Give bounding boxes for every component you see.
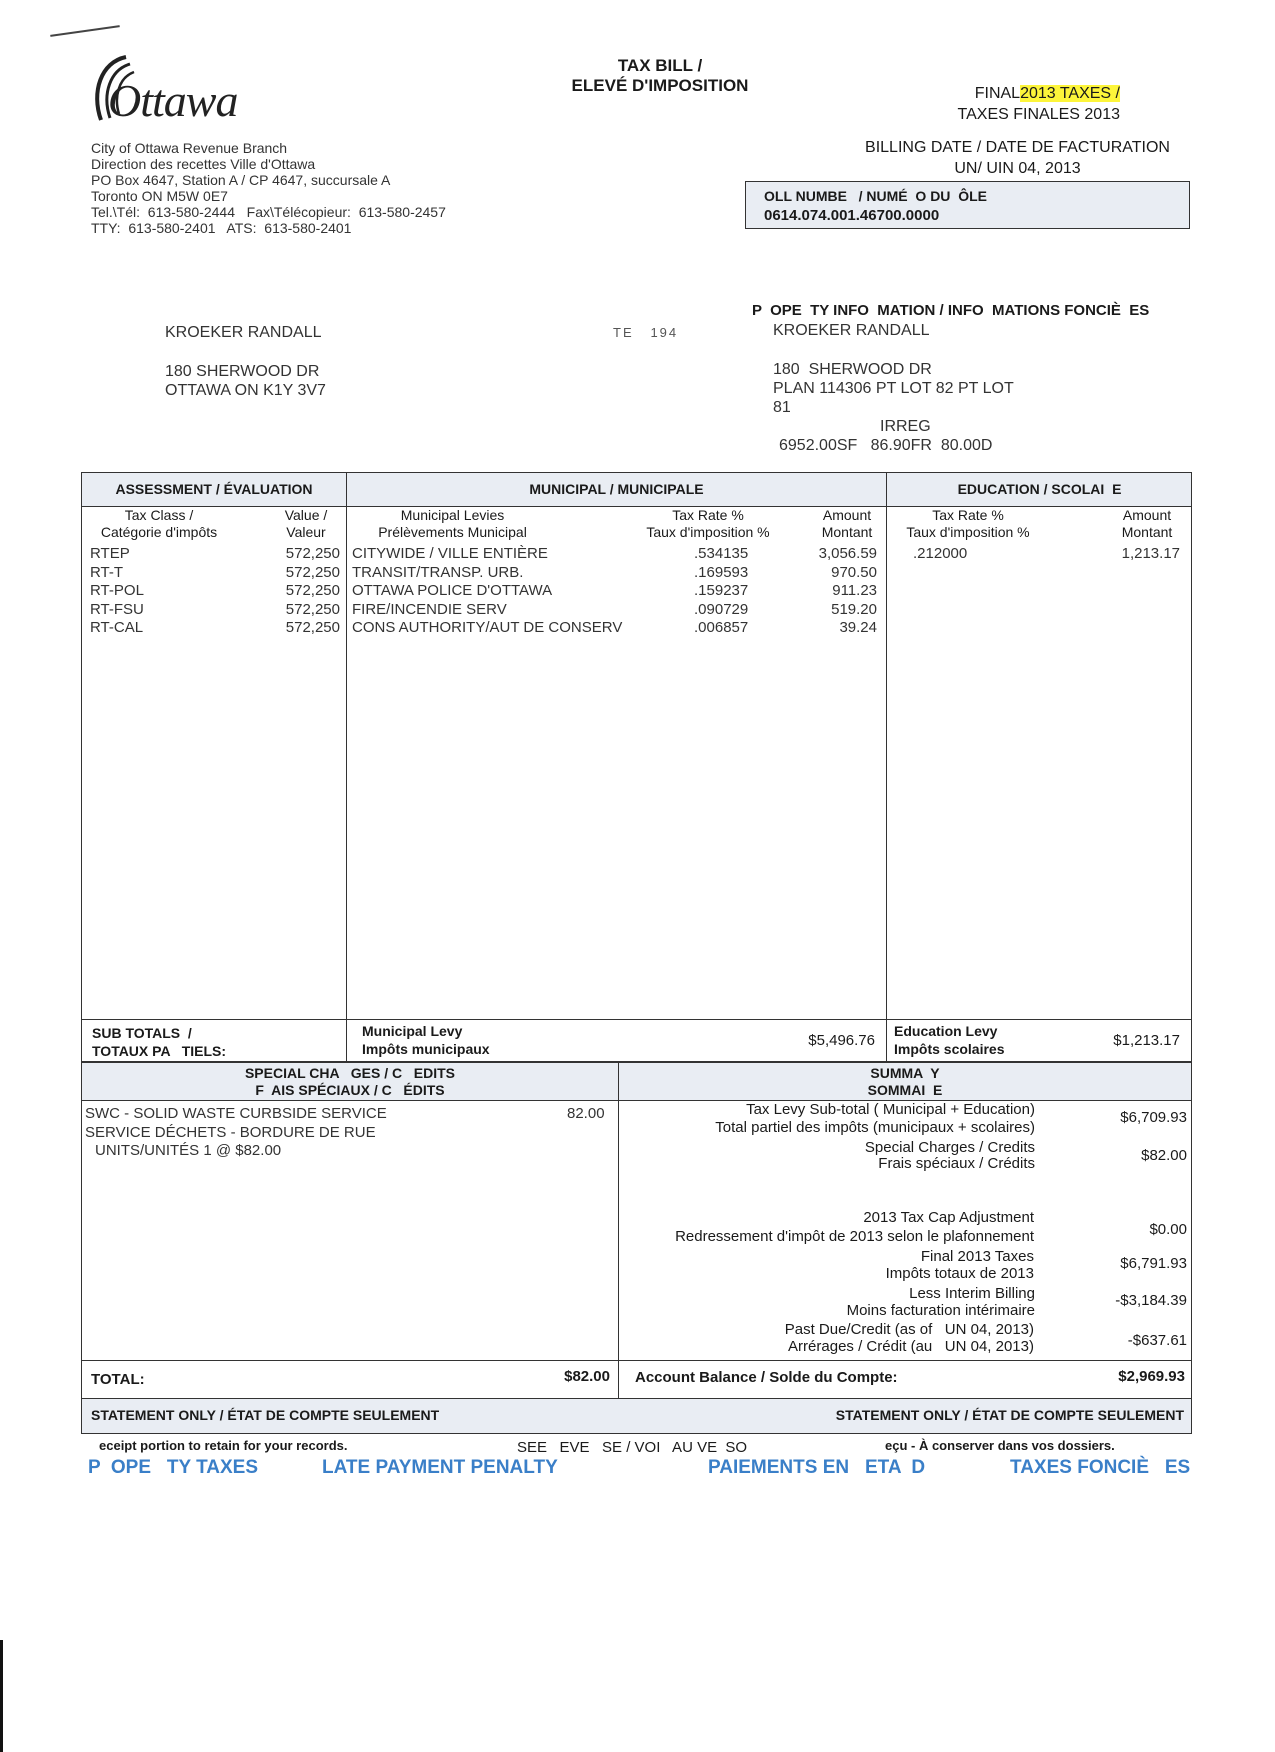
levy-name: FIRE/INCENDIE SERV bbox=[352, 600, 507, 618]
levy-amount: 911.23 bbox=[832, 582, 877, 599]
special-charge-desc: SWC - SOLID WASTE CURBSIDE SERVICE bbox=[85, 1105, 387, 1122]
table-row bbox=[352, 545, 877, 564]
summary-amount: $82.00 bbox=[1141, 1147, 1187, 1164]
summary-item bbox=[620, 1248, 1187, 1284]
column-divider bbox=[346, 472, 347, 1062]
final-highlight: 2013 TAXES / bbox=[1020, 85, 1120, 102]
subtotal-divider bbox=[81, 1019, 1192, 1020]
final-taxes-fr: TAXES FINALES 2013 bbox=[957, 106, 1120, 123]
tax-class: RT-POL bbox=[90, 582, 144, 599]
col-edu-amount-en: Amount bbox=[1122, 507, 1172, 523]
special-charges-header-en: SPECIAL CHA GES / C EDITS bbox=[244, 1065, 456, 1081]
col-muni-rate bbox=[633, 507, 783, 541]
property-legal-2: 81 bbox=[773, 399, 791, 416]
levy-rate: .534135 bbox=[694, 545, 749, 562]
footer-taxes-foncieres: TAXES FONCIÈ ES bbox=[1010, 1457, 1191, 1478]
column-divider bbox=[886, 472, 887, 1062]
col-edu-amount bbox=[1112, 507, 1182, 541]
table-row bbox=[90, 582, 340, 601]
col-edu-rate bbox=[893, 507, 1043, 541]
subtotal-label bbox=[92, 1024, 226, 1060]
summary-label-en: 2013 Tax Cap Adjustment bbox=[863, 1209, 1034, 1226]
education-row bbox=[893, 545, 1180, 564]
col-value-fr: Valeur bbox=[286, 524, 326, 540]
property-shape: IRREG bbox=[880, 418, 931, 435]
summary-item bbox=[620, 1139, 1187, 1177]
tax-value: 572,250 bbox=[285, 563, 340, 581]
municipal-subtotal-en: Municipal Levy bbox=[362, 1023, 463, 1039]
table-row bbox=[352, 564, 877, 583]
summary-label-fr: Moins facturation intérimaire bbox=[846, 1302, 1035, 1319]
col-tax-class-fr: Catégorie d'impôts bbox=[100, 524, 218, 540]
final-prefix: FINAL bbox=[974, 85, 1021, 102]
col-muni-rate-en: Tax Rate % bbox=[672, 507, 744, 523]
summary-label-fr: Arrérages / Crédit (au UN 04, 2013) bbox=[788, 1338, 1034, 1355]
property-address: 180 SHERWOOD DR bbox=[773, 361, 932, 378]
table-row bbox=[90, 564, 340, 583]
municipal-subtotal-fr: Impôts municipaux bbox=[362, 1041, 490, 1057]
col-levies bbox=[355, 507, 550, 541]
retain-note-fr: eçu - À conserver dans vos dossiers. bbox=[885, 1438, 1115, 1453]
footer-late-payment: LATE PAYMENT PENALTY bbox=[322, 1457, 558, 1478]
sender-line: PO Box 4647, Station A / CP 4647, succursale A bbox=[91, 172, 391, 188]
levy-rate: .090729 bbox=[694, 600, 749, 618]
property-dimensions: 6952.00SF 86.90FR 80.00D bbox=[779, 437, 993, 454]
table-row bbox=[90, 601, 340, 620]
charges-divider bbox=[618, 1062, 619, 1434]
roll-number-value: 0614.074.001.46700.0000 bbox=[764, 207, 940, 224]
education-subtotal-en: Education Levy bbox=[894, 1023, 998, 1039]
tax-value: 572,250 bbox=[285, 582, 340, 599]
table-row bbox=[90, 545, 340, 564]
summary-amount: -$3,184.39 bbox=[1115, 1292, 1187, 1309]
summary-label-en: Special Charges / Credits bbox=[864, 1139, 1035, 1156]
statement-only-right: STATEMENT ONLY / ÉTAT DE COMPTE SEULEMENT bbox=[835, 1407, 1184, 1423]
recipient-name: KROEKER RANDALL bbox=[165, 324, 322, 341]
summary-amount: $0.00 bbox=[1149, 1221, 1187, 1238]
scan-edge-mark bbox=[0, 1640, 3, 1752]
final-taxes bbox=[900, 83, 1120, 125]
billing-date-label: BILLING DATE / DATE DE FACTURATION bbox=[865, 139, 1170, 156]
special-charges-header bbox=[82, 1065, 618, 1099]
levy-amount: 3,056.59 bbox=[818, 545, 877, 562]
summary-item bbox=[620, 1285, 1187, 1321]
total-label: TOTAL: bbox=[91, 1371, 145, 1388]
property-owner: KROEKER RANDALL bbox=[773, 322, 930, 339]
education-amount: 1,213.17 bbox=[1121, 545, 1180, 562]
special-charge-units: UNITS/UNITÉS 1 @ $82.00 bbox=[95, 1142, 282, 1159]
balance-label: Account Balance / Solde du Compte: bbox=[635, 1369, 898, 1386]
table-row bbox=[352, 582, 877, 601]
property-legal-1: PLAN 114306 PT LOT 82 PT LOT bbox=[773, 380, 1014, 397]
education-subtotal-fr: Impôts scolaires bbox=[894, 1041, 1005, 1057]
footer-property-taxes: P OPE TY TAXES bbox=[88, 1457, 258, 1478]
col-edu-amount-fr: Montant bbox=[1121, 524, 1173, 540]
title-en: TAX BILL / bbox=[617, 56, 703, 75]
col-muni-amount-en: Amount bbox=[822, 507, 872, 523]
summary-header-fr: SOMMAI E bbox=[867, 1082, 943, 1098]
special-charge-row bbox=[85, 1105, 610, 1124]
special-charges-header-fr: F AIS SPÉCIAUX / C ÉDITS bbox=[255, 1082, 445, 1098]
education-rate: .212000 bbox=[913, 545, 968, 562]
tax-class: RT-CAL bbox=[90, 619, 144, 636]
col-levies-en: Municipal Levies bbox=[400, 507, 505, 523]
sender-line: Direction des recettes Ville d'Ottawa bbox=[91, 156, 316, 172]
levy-amount: 970.50 bbox=[831, 563, 877, 581]
see-reverse: SEE EVE SE / VOI AU VE SO bbox=[517, 1439, 748, 1456]
col-muni-amount-fr: Montant bbox=[821, 524, 873, 540]
title-fr: ELEVÉ D'IMPOSITION bbox=[571, 76, 749, 95]
levy-name: CONS AUTHORITY/AUT DE CONSERV bbox=[352, 619, 623, 636]
total-divider bbox=[81, 1360, 1192, 1361]
summary-header bbox=[619, 1065, 1191, 1099]
education-subtotal-amount: $1,213.17 bbox=[1113, 1032, 1180, 1049]
levy-amount: 519.20 bbox=[831, 600, 877, 618]
summary-label-en: Final 2013 Taxes bbox=[920, 1248, 1034, 1265]
col-muni-rate-fr: Taux d'imposition % bbox=[646, 524, 770, 540]
balance-amount: $2,969.93 bbox=[1118, 1368, 1185, 1385]
scan-mark bbox=[50, 25, 120, 37]
sender-line: Toronto ON M5W 0E7 bbox=[91, 188, 228, 204]
levy-name: TRANSIT/TRANSP. URB. bbox=[352, 563, 524, 581]
recipient-block bbox=[165, 323, 326, 400]
summary-item bbox=[620, 1101, 1187, 1139]
summary-label-en: Past Due/Credit (as of UN 04, 2013) bbox=[784, 1321, 1034, 1338]
municipal-subtotal-amount: $5,496.76 bbox=[808, 1032, 875, 1049]
table-row bbox=[352, 619, 877, 638]
municipal-header: MUNICIPAL / MUNICIPALE bbox=[529, 481, 704, 497]
levy-amount: 39.24 bbox=[839, 619, 877, 636]
table-row bbox=[90, 619, 340, 638]
summary-label-fr: Total partiel des impôts (municipaux + scolaires) bbox=[715, 1119, 1035, 1136]
property-info-label: P OPE TY INFO MATION / INFO MATIONS FONCIÈ ES bbox=[752, 302, 1150, 319]
assessment-header: ASSESSMENT / ÉVALUATION bbox=[115, 481, 313, 497]
recipient-address-1: 180 SHERWOOD DR bbox=[165, 363, 320, 380]
table-row bbox=[352, 601, 877, 620]
tax-value: 572,250 bbox=[285, 600, 340, 618]
education-header: EDUCATION / SCOLAI E bbox=[957, 481, 1122, 497]
sender-line: City of Ottawa Revenue Branch bbox=[91, 140, 288, 156]
footer-paiements: PAIEMENTS EN ETA D bbox=[708, 1457, 926, 1478]
summary-amount: -$637.61 bbox=[1127, 1332, 1187, 1349]
levy-rate: .159237 bbox=[694, 582, 749, 599]
property-info-block bbox=[773, 321, 1014, 455]
subtotal-label-en: SUB TOTALS / bbox=[92, 1025, 192, 1041]
ottawa-logo bbox=[86, 52, 266, 132]
summary-label-en: Less Interim Billing bbox=[909, 1285, 1035, 1302]
special-charges-lines bbox=[85, 1105, 610, 1161]
levy-name: OTTAWA POLICE D'OTTAWA bbox=[352, 582, 553, 599]
statement-only-left: STATEMENT ONLY / ÉTAT DE COMPTE SEULEMENT bbox=[91, 1407, 440, 1423]
bill-title bbox=[540, 56, 780, 96]
summary-label-fr: Frais spéciaux / Crédits bbox=[878, 1155, 1035, 1172]
tax-class: RT-T bbox=[90, 563, 124, 581]
tax-class: RTEP bbox=[90, 545, 130, 562]
levy-rate: .169593 bbox=[694, 563, 749, 581]
col-levies-fr: Prélèvements Municipal bbox=[378, 524, 527, 540]
subtotal-label-fr: TOTAUX PA TIELS: bbox=[92, 1043, 227, 1059]
tax-value: 572,250 bbox=[285, 619, 340, 636]
roll-number-label: OLL NUMBE / NUMÉ O DU ÔLE bbox=[764, 188, 987, 204]
municipal-subtotal bbox=[362, 1022, 490, 1058]
col-muni-amount bbox=[812, 507, 882, 541]
levy-rate: .006857 bbox=[694, 619, 749, 636]
retain-note: eceipt portion to retain for your records. bbox=[99, 1438, 348, 1453]
final-taxes-en bbox=[900, 83, 1120, 104]
summary-amount: $6,791.93 bbox=[1120, 1255, 1187, 1272]
tax-value: 572,250 bbox=[285, 545, 340, 562]
billing-date bbox=[840, 137, 1195, 179]
col-tax-class bbox=[84, 507, 234, 541]
special-charge-desc-fr: SERVICE DÉCHETS - BORDURE DE RUE bbox=[85, 1123, 376, 1141]
sender-block bbox=[91, 140, 446, 236]
sender-line: TTY: 613-580-2401 ATS: 613-580-2401 bbox=[91, 220, 352, 236]
special-charge-amount: 82.00 bbox=[567, 1105, 605, 1122]
logo-wordmark: Ottawa bbox=[108, 75, 238, 126]
sender-line: Tel.\Tél: 613-580-2444 Fax\Télécopieur: 613-580-2457 bbox=[91, 204, 446, 220]
summary-amount: $6,709.93 bbox=[1120, 1109, 1187, 1126]
summary-item bbox=[620, 1208, 1187, 1246]
summary-label-en: Tax Levy Sub-total ( Municipal + Education) bbox=[746, 1101, 1035, 1118]
roll-number-box bbox=[745, 181, 1190, 229]
recipient-address-2: OTTAWA ON K1Y 3V7 bbox=[165, 382, 326, 399]
summary-label-fr: Impôts totaux de 2013 bbox=[885, 1265, 1034, 1282]
summary-header-en: SUMMA Y bbox=[870, 1065, 940, 1081]
summary-item bbox=[620, 1321, 1187, 1359]
recipient-code: TE 194 bbox=[613, 325, 679, 340]
municipal-rows bbox=[352, 545, 877, 638]
billing-date-value: UN/ UIN 04, 2013 bbox=[954, 160, 1081, 177]
col-value-en: Value / bbox=[284, 507, 328, 523]
tax-class: RT-FSU bbox=[90, 600, 144, 618]
education-subtotal bbox=[894, 1022, 1005, 1058]
col-value bbox=[276, 507, 336, 541]
assessment-rows bbox=[90, 545, 340, 638]
col-tax-class-en: Tax Class / bbox=[124, 507, 194, 523]
summary-label-fr: Redressement d'impôt de 2013 selon le plafonnement bbox=[675, 1228, 1034, 1245]
levy-name: CITYWIDE / VILLE ENTIÈRE bbox=[352, 545, 548, 562]
col-edu-rate-fr: Taux d'imposition % bbox=[906, 524, 1030, 540]
col-edu-rate-en: Tax Rate % bbox=[932, 507, 1004, 523]
total-amount: $82.00 bbox=[564, 1368, 610, 1385]
